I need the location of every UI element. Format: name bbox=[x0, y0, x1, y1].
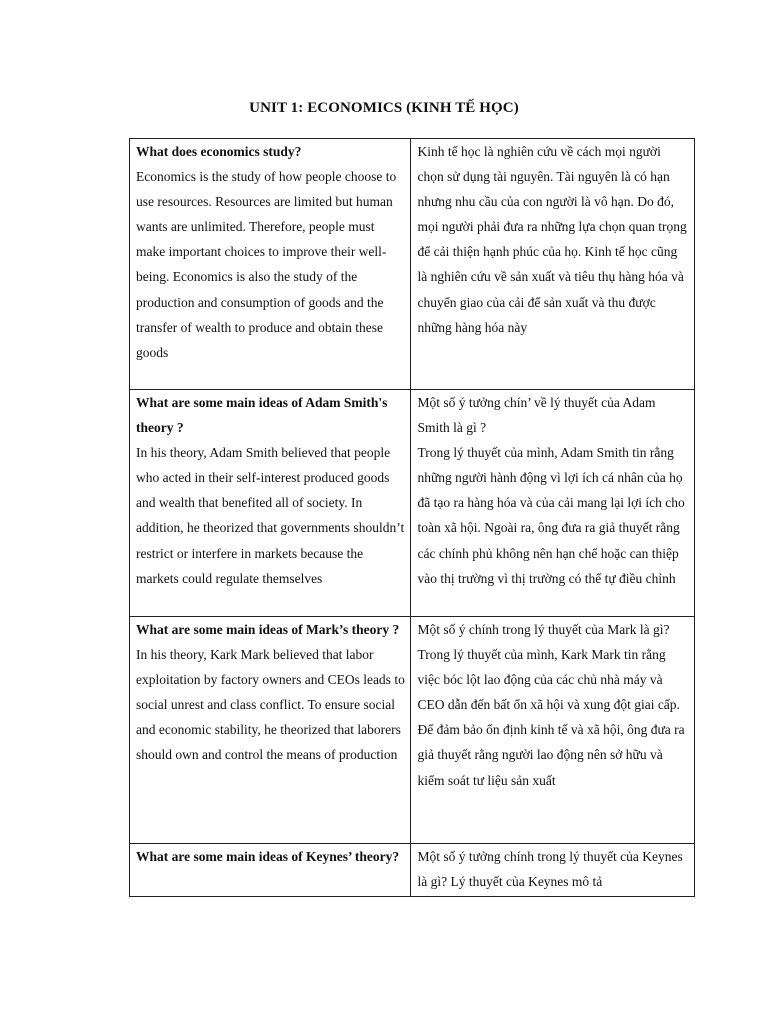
question-text: What are some main ideas of Mark’s theory ? bbox=[136, 622, 400, 637]
table-cell-english bbox=[130, 390, 411, 617]
table-cell-english bbox=[130, 617, 411, 844]
table-row bbox=[130, 139, 695, 390]
document-title: UNIT 1: ECONOMICS (KINH TẾ HỌC) bbox=[249, 100, 519, 116]
question-text: What does economics study? bbox=[136, 144, 302, 159]
question-text: What are some main ideas of Adam Smith's theory ? bbox=[136, 395, 388, 436]
answer-text: In his theory, Kark Mark believed that labor exploitation by factory owners and CEOs leads to social unrest and class conflict. To ensure social and economic stability, he theorized that laborers should own and control the means of production bbox=[136, 647, 405, 763]
answer-text: Trong lý thuyết của mình, Adam Smith tin rằng những người hành động vì lợi ích cá nhân của họ đã tạo ra hàng hóa và của cải mang lại lợi ích cho toàn xã hội. Ngoài ra, ông đưa ra giả thuyết rằng các chính phủ không nên hạn chế hoặc can thiệp vào thị trường vì thị trường có thể tự điều chỉnh bbox=[417, 445, 685, 586]
question-text: Một số ý chính trong lý thuyết của Mark là gì? bbox=[417, 622, 670, 637]
question-text: Một số ý tưởng chín’ về lý thuyết của Adam Smith là gì ? bbox=[417, 395, 656, 436]
table-cell-english bbox=[130, 844, 411, 897]
table-row bbox=[130, 390, 695, 617]
table-row bbox=[130, 844, 695, 897]
table-cell-vietnamese bbox=[411, 390, 695, 617]
table-cell-vietnamese bbox=[411, 139, 695, 390]
question-text: What are some main ideas of Keynes’ theory? bbox=[136, 849, 400, 864]
answer-text: Trong lý thuyết của mình, Kark Mark tin rằng việc bóc lột lao động của các chủ nhà máy và CEO dẫn đến bất ổn xã hội và xung đột giai cấp. Để đảm bảo ổn định kinh tế và xã hội, ông đưa ra giả thuyết rằng người lao động nên sở hữu và kiểm soát tư liệu sản xuất bbox=[417, 647, 685, 788]
economics-table bbox=[129, 138, 695, 897]
table-row bbox=[130, 617, 695, 844]
answer-text: Kinh tế học là nghiên cứu về cách mọi người chọn sử dụng tài nguyên. Tài nguyên là có hạn nhưng nhu cầu của con người là vô hạn. Do đó, mọi người phải đưa ra những lựa chọn quan trọng để cải thiện hạnh phúc của họ. Kinh tế học cũng là nghiên cứu về sản xuất và tiêu thụ hàng hóa và chuyển giao của cải để sản xuất và thu được những hàng hóa này bbox=[417, 144, 687, 335]
answer-text: Economics is the study of how people choose to use resources. Resources are limited but human wants are unlimited. Therefore, people must make important choices to improve their well-being. Economics is also the study of the production and consumption of goods and the transfer of wealth to produce and obtain these goods bbox=[136, 169, 397, 360]
table-cell-english bbox=[130, 139, 411, 390]
table-cell-vietnamese bbox=[411, 617, 695, 844]
answer-text: Một số ý tưởng chính trong lý thuyết của Keynes là gì? Lý thuyết của Keynes mô tả bbox=[417, 849, 683, 890]
answer-text: In his theory, Adam Smith believed that people who acted in their self-interest produced goods and wealth that benefited all of society. In addition, he theorized that governments shouldn’t restrict or interfere in markets because the markets could regulate themselves bbox=[136, 445, 405, 586]
table-cell-vietnamese bbox=[411, 844, 695, 897]
